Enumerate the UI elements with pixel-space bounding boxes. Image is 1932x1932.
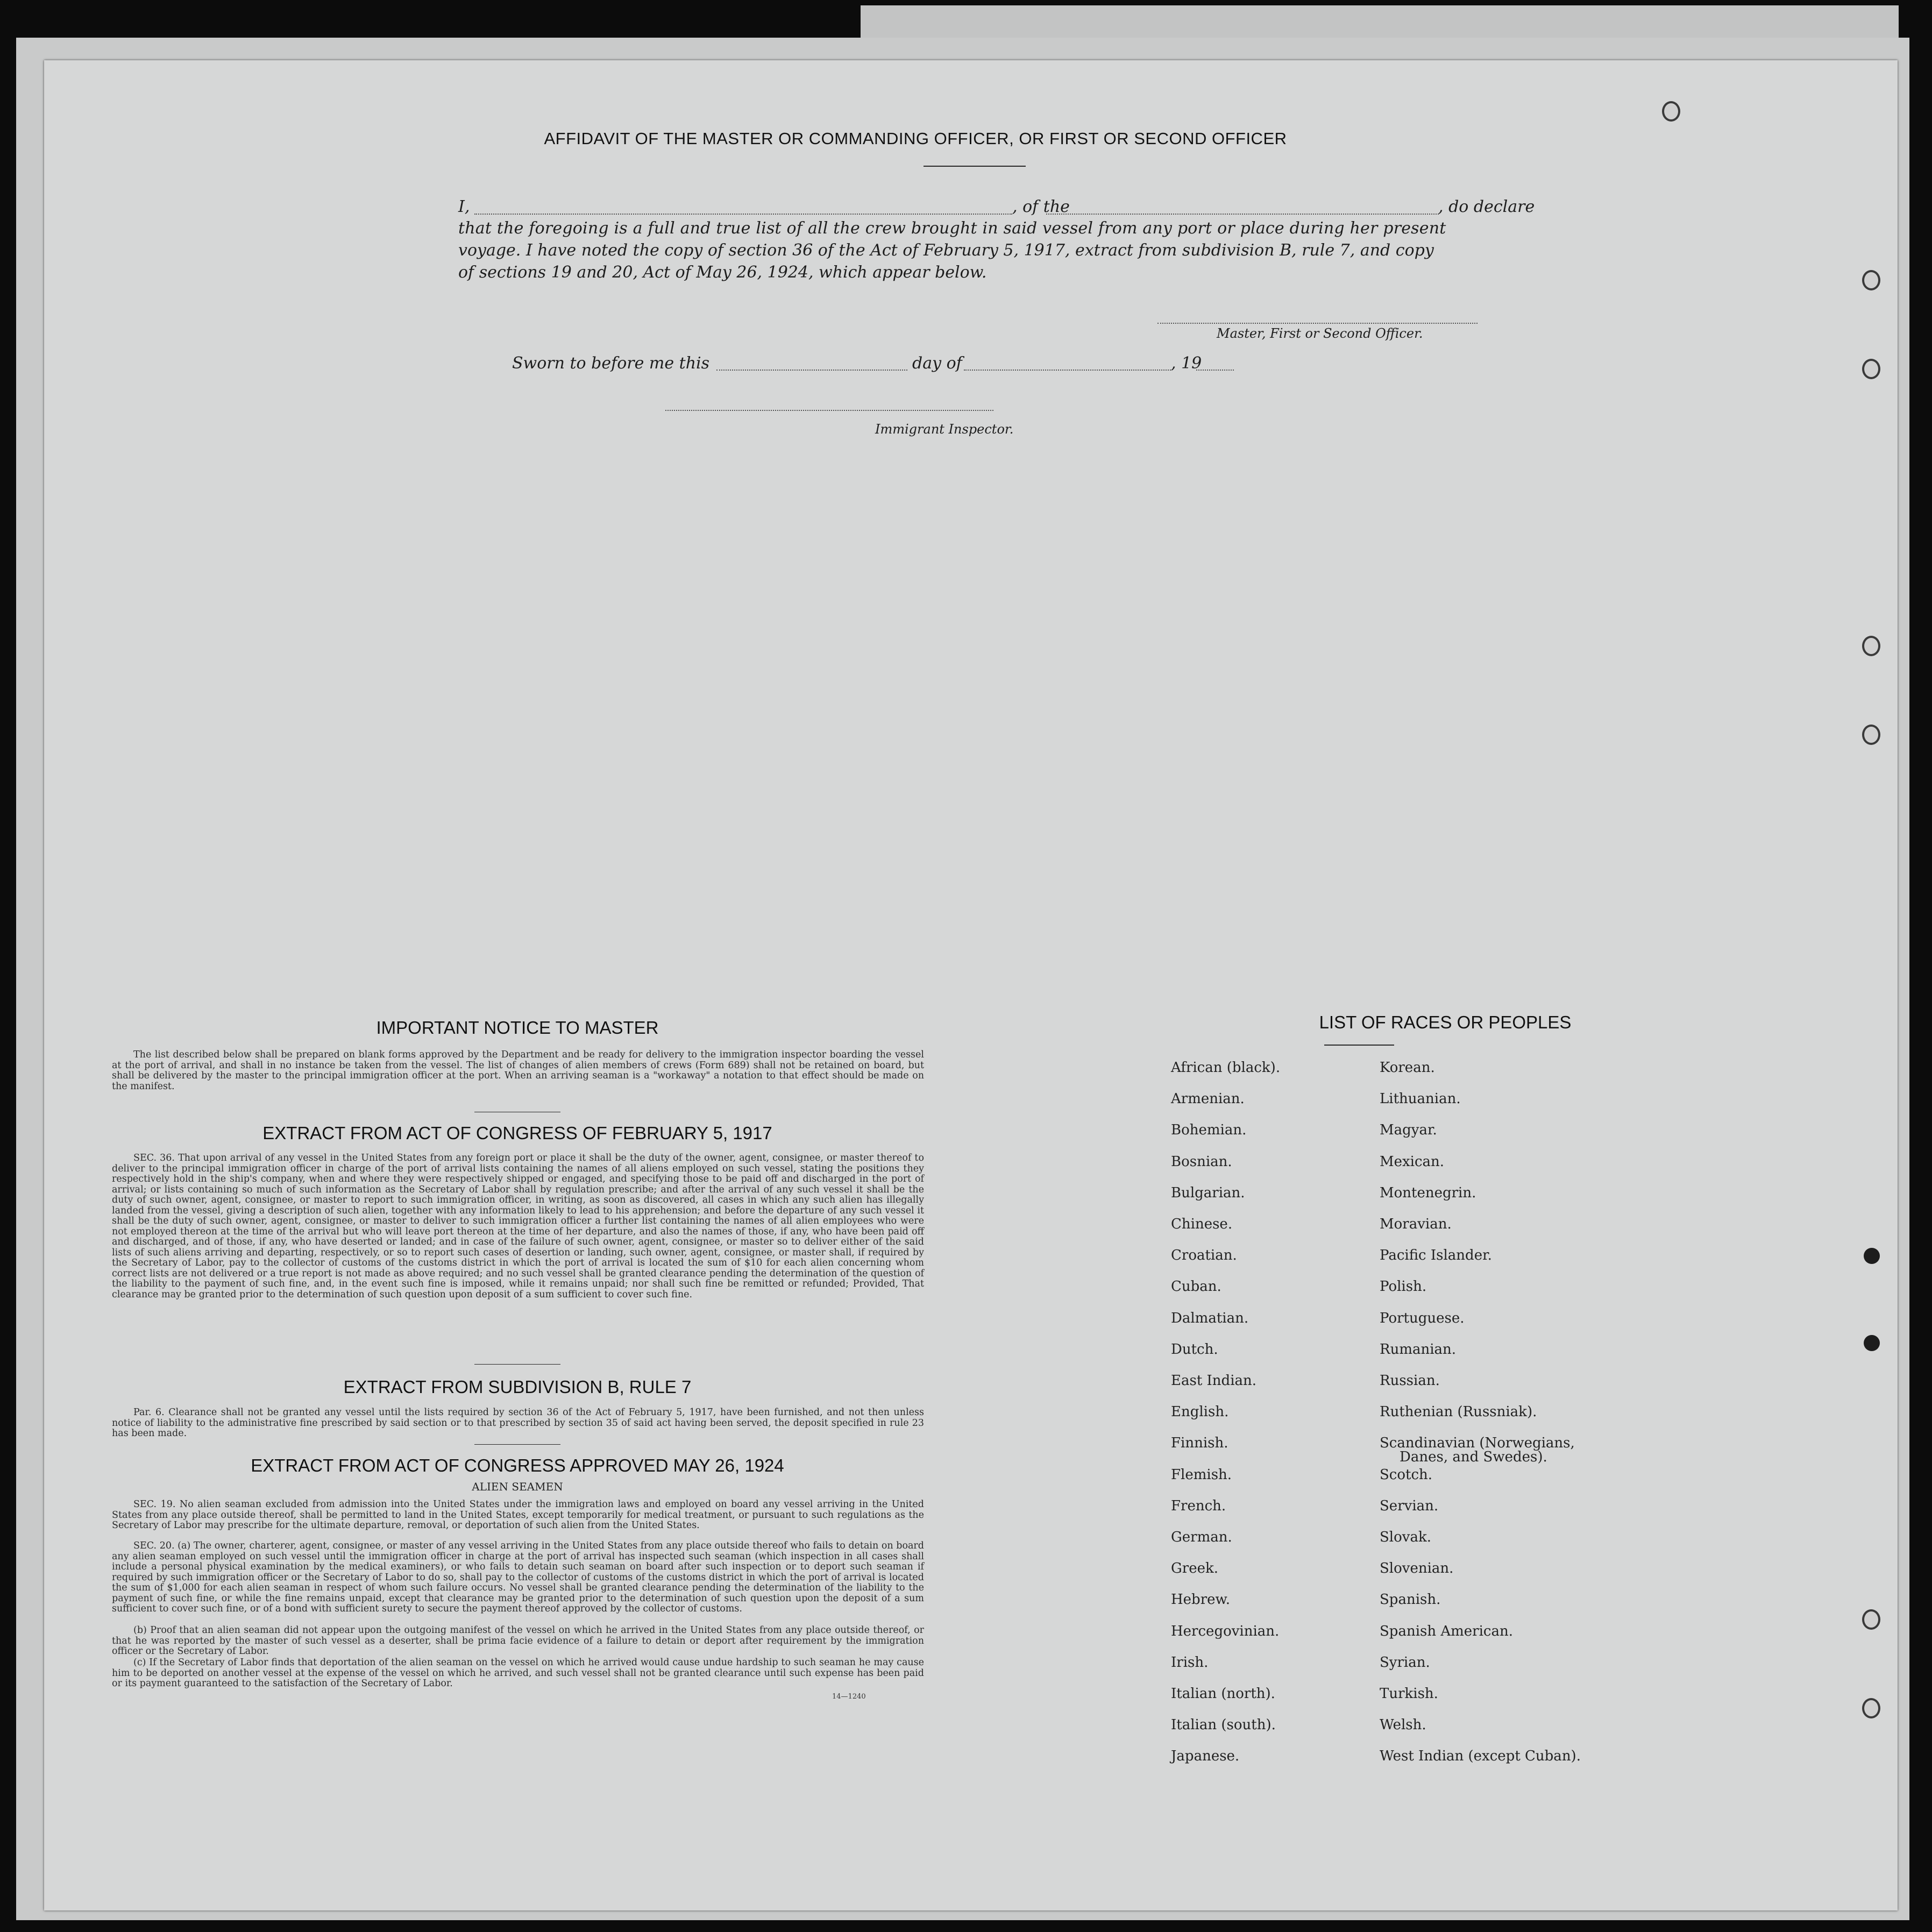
race-item: Scandinavian (Norwegians, xyxy=(1380,1435,1575,1452)
race-item: Bosnian. xyxy=(1171,1153,1232,1170)
race-item: Hebrew. xyxy=(1171,1592,1230,1608)
race-item: Italian (north). xyxy=(1171,1686,1275,1702)
race-item: Ruthenian (Russniak). xyxy=(1380,1404,1537,1420)
inspector-label: Immigrant Inspector. xyxy=(875,422,1014,437)
binder-hole-icon xyxy=(1662,101,1680,122)
race-item: Russian. xyxy=(1380,1373,1440,1389)
races-title: LIST OF RACES OR PEOPLES xyxy=(1319,1012,1572,1032)
race-item: Dutch. xyxy=(1171,1341,1218,1358)
race-item: Montenegrin. xyxy=(1380,1184,1476,1201)
notice-title: IMPORTANT NOTICE TO MASTER xyxy=(376,1018,659,1038)
sec-20b-body: (b) Proof that an alien seaman did not appear upon the outgoing manifest of the vessel on which he arrived in the United States from any place outside thereof, or that he was reported by the master of such vessel as a deserter, shall be prima facie evidence of a failure to detain or deport after requirement by the immigration officer or the Secretary of Labor. xyxy=(112,1625,924,1657)
race-item: Irish. xyxy=(1171,1654,1209,1671)
rule7-body: Par. 6. Clearance shall not be granted any vessel until the lists required by section 36 of the Act of February 5, 1917, have been furnished, and not then unless notice of liability to the administrative fine prescribed by said section or to that prescribed by section 35 of said act having been served, the deposit specified in rule 23 has been made. xyxy=(112,1407,924,1439)
race-item-continuation: Danes, and Swedes). xyxy=(1400,1449,1547,1466)
extract-1917-body: SEC. 36. That upon arrival of any vessel in the United States from any foreign port or place it shall be the duty of the owner, agent, consignee, or master thereof to deliver to the principal immigration officer in charge of the port of arrival lists containing the names of all aliens employed on such vessel, stating the positions they respectively hold in the ship's company, when and where they were respectively shipped or engaged, and specifying those to be paid off and discharged in the port of arrival; or lists containing so much of such information as the Secretary of Labor shall by regulation prescribe; and after the arrival of any such vessel it shall be the duty of such owner, agent, consignee, or master to report to such immigration officer, in writing, as soon as discovered, all cases in which any such alien has illegally landed from the vessel, giving a description of such alien, together with any information likely to lead to his apprehension; and before the departure of any such vessel it shall be the duty of such owner, agent, consignee, or master to deliver to such immigration officer a further list containing the names of all alien employees who were not employed thereon at the time of the arrival but who will leave port thereon at the time of her departure, and also the names of those, if any, who have been paid off and discharged, and of those, if any, who have deserted or landed; and in case of the failure of such owner, agent, consignee, or master so to deliver either of the said lists of such aliens arriving and departing, respectively, or so to report such cases of desertion or landing, such owner, agent, consignee, or master shall, if required by the Secretary of Labor, pay to the collector of customs of the customs district in which the port of arrival is located the sum of $10 for each alien concerning whom correct lists are not delivered or a true report is not made as above required; and no such vessel shall be granted clearance pending the determination of the question of the liability to the payment of such fine, and, in the event such fine is imposed, while it remains unpaid; nor shall such fine be remitted or refunded; Provided, That clearance may be granted prior to the determination of such question upon deposit of a sum sufficient to cover such fine. xyxy=(112,1153,924,1300)
sworn-label: Sworn to before me this xyxy=(512,354,710,373)
race-item: West Indian (except Cuban). xyxy=(1380,1748,1581,1765)
race-item: Scotch. xyxy=(1380,1466,1433,1483)
sec-19-body: SEC. 19. No alien seaman excluded from admission into the United States under the immigration laws and employed on board any vessel arriving in the United States from any place outside thereof, shall be permitted to land in the United States, except temporarily for medical treatment, or pursuant to such regulations as the Secretary of Labor may prescribe for the ultimate departure, removal, or deportation of such alien from the United States. xyxy=(112,1499,924,1531)
divider-2 xyxy=(474,1364,560,1365)
race-item: French. xyxy=(1171,1497,1226,1514)
signature-line xyxy=(1157,323,1478,324)
document-page xyxy=(44,60,1898,1910)
rule7-title: EXTRACT FROM SUBDIVISION B, RULE 7 xyxy=(343,1377,692,1397)
race-item: Flemish. xyxy=(1171,1466,1232,1483)
affidavit-line-4: of sections 19 and 20, Act of May 26, 1924, which appear below. xyxy=(458,263,987,282)
punch-mark-icon xyxy=(1864,1335,1880,1351)
race-item: Pacific Islander. xyxy=(1380,1247,1492,1264)
race-item: Syrian. xyxy=(1380,1654,1430,1671)
race-item: Portuguese. xyxy=(1380,1310,1465,1326)
race-item: Turkish. xyxy=(1380,1686,1438,1702)
race-item: Greek. xyxy=(1171,1560,1218,1577)
affidavit-line-2: that the foregoing is a full and true list of all the crew brought in said vessel from any port or place during her present xyxy=(458,219,1446,238)
race-item: Servian. xyxy=(1380,1497,1439,1514)
inspector-signature-line xyxy=(665,410,993,411)
affidavit-i-label: I, xyxy=(458,197,470,216)
race-item: Magyar. xyxy=(1380,1122,1437,1139)
race-item: Finnish. xyxy=(1171,1435,1228,1452)
binder-hole-icon xyxy=(1862,636,1880,656)
year-line xyxy=(1196,370,1234,371)
race-item: African (black). xyxy=(1171,1060,1281,1076)
month-line xyxy=(964,370,1171,371)
races-divider xyxy=(1324,1045,1394,1046)
sec-20a-body: SEC. 20. (a) The owner, charterer, agent, consignee, or master of any vessel arriving in the United States from any place outside thereof who fails to detain on board any alien seaman employed on such vessel until the immigration officer in charge at the port of arrival has inspected such seaman (which inspection in all cases shall include a personal physical examination by the medical examiners), or who fails to detain such seaman on board after such inspection or to deport such seaman if required by such immigration officer or the Secretary of Labor to do so, shall pay to the collector of customs of the customs district in which the port of arrival is located the sum of $1,000 for each alien seaman in respect of whom such failure occurs. No vessel shall be granted clearance pending the determination of the liability to the payment of such fine, or while the fine remains unpaid, except that clearance may be granted prior to the determination of such question upon the deposit of a sum sufficient to cover such fine, or of a bond with sufficient surety to secure the payment thereof approved by the collector of customs. xyxy=(112,1540,924,1614)
race-item: Italian (south). xyxy=(1171,1717,1276,1734)
race-item: Slovenian. xyxy=(1380,1560,1454,1577)
race-item: English. xyxy=(1171,1404,1229,1420)
race-item: Cuban. xyxy=(1171,1278,1221,1295)
punch-mark-icon xyxy=(1864,1248,1880,1264)
binder-hole-icon xyxy=(1862,1698,1880,1718)
race-item: Croatian. xyxy=(1171,1247,1237,1264)
day-of-label: day of xyxy=(912,354,962,373)
race-item: Mexican. xyxy=(1380,1153,1445,1170)
race-item: Bohemian. xyxy=(1171,1122,1247,1139)
race-item: Slovak. xyxy=(1380,1529,1431,1545)
race-item: Japanese. xyxy=(1171,1748,1240,1765)
sec-20c-body: (c) If the Secretary of Labor finds that deportation of the alien seaman on the vessel on which he arrived would cause undue hardship to such seaman he may cause him to be deported on another vessel at the expense of the vessel on which he arrived, and such vessel shall not be granted clearance until such expense has been paid or its payment guaranteed to the satisfaction of the Secretary of Labor. xyxy=(112,1657,924,1689)
form-number: 14—1240 xyxy=(832,1693,866,1701)
signature-label: Master, First or Second Officer. xyxy=(1217,326,1423,341)
year-label: , 19 xyxy=(1171,354,1202,373)
sworn-day-line xyxy=(716,370,907,371)
affidavit-line-3: voyage. I have noted the copy of section 36 of the Act of February 5, 1917, extract from subdivision B, rule 7, and copy xyxy=(458,241,1434,260)
race-item: German. xyxy=(1171,1529,1232,1545)
race-item: Hercegovinian. xyxy=(1171,1623,1280,1639)
race-item: Dalmatian. xyxy=(1171,1310,1249,1326)
race-item: Korean. xyxy=(1380,1060,1435,1076)
affidavit-title: AFFIDAVIT OF THE MASTER OR COMMANDING OFFICER, OR FIRST OR SECOND OFFICER xyxy=(544,129,1287,148)
race-item: Lithuanian. xyxy=(1380,1091,1461,1107)
race-item: Armenian. xyxy=(1171,1091,1245,1107)
binder-hole-icon xyxy=(1862,724,1880,745)
race-item: Spanish. xyxy=(1380,1592,1441,1608)
race-item: Rumanian. xyxy=(1380,1341,1457,1358)
race-item: Moravian. xyxy=(1380,1216,1452,1232)
affidavit-of-the: , of the xyxy=(1012,197,1070,216)
extract-1917-title: EXTRACT FROM ACT OF CONGRESS OF FEBRUARY 5, 1917 xyxy=(262,1123,772,1143)
binder-hole-icon xyxy=(1862,1609,1880,1630)
race-item: Welsh. xyxy=(1380,1717,1426,1734)
name-line xyxy=(474,214,1012,215)
race-item: Polish. xyxy=(1380,1278,1427,1295)
binder-hole-icon xyxy=(1862,359,1880,379)
affidavit-do-declare: , do declare xyxy=(1438,197,1535,216)
notice-body: The list described below shall be prepared on blank forms approved by the Department and be ready for delivery to the immigration inspector boarding the vessel at the port of arrival, and shall in no instance be taken from the vessel. The list of changes of alien members of crews (Form 689) shall not be retained on board, but shall be delivered by the master to the principal immigration officer at the port. When an arriving seaman is a "workaway" a notation to that effect should be made on the manifest. xyxy=(112,1049,924,1092)
race-item: East Indian. xyxy=(1171,1373,1257,1389)
race-item: Chinese. xyxy=(1171,1216,1233,1232)
race-item: Bulgarian. xyxy=(1171,1184,1245,1201)
title-divider xyxy=(924,166,1026,167)
race-item: Spanish American. xyxy=(1380,1623,1514,1639)
extract-1924-title: EXTRACT FROM ACT OF CONGRESS APPROVED MAY 26, 1924 xyxy=(251,1455,784,1475)
vessel-line xyxy=(1046,214,1439,215)
divider-3 xyxy=(474,1444,560,1445)
alien-seamen-subtitle: ALIEN SEAMEN xyxy=(472,1480,563,1493)
binder-hole-icon xyxy=(1862,270,1880,290)
